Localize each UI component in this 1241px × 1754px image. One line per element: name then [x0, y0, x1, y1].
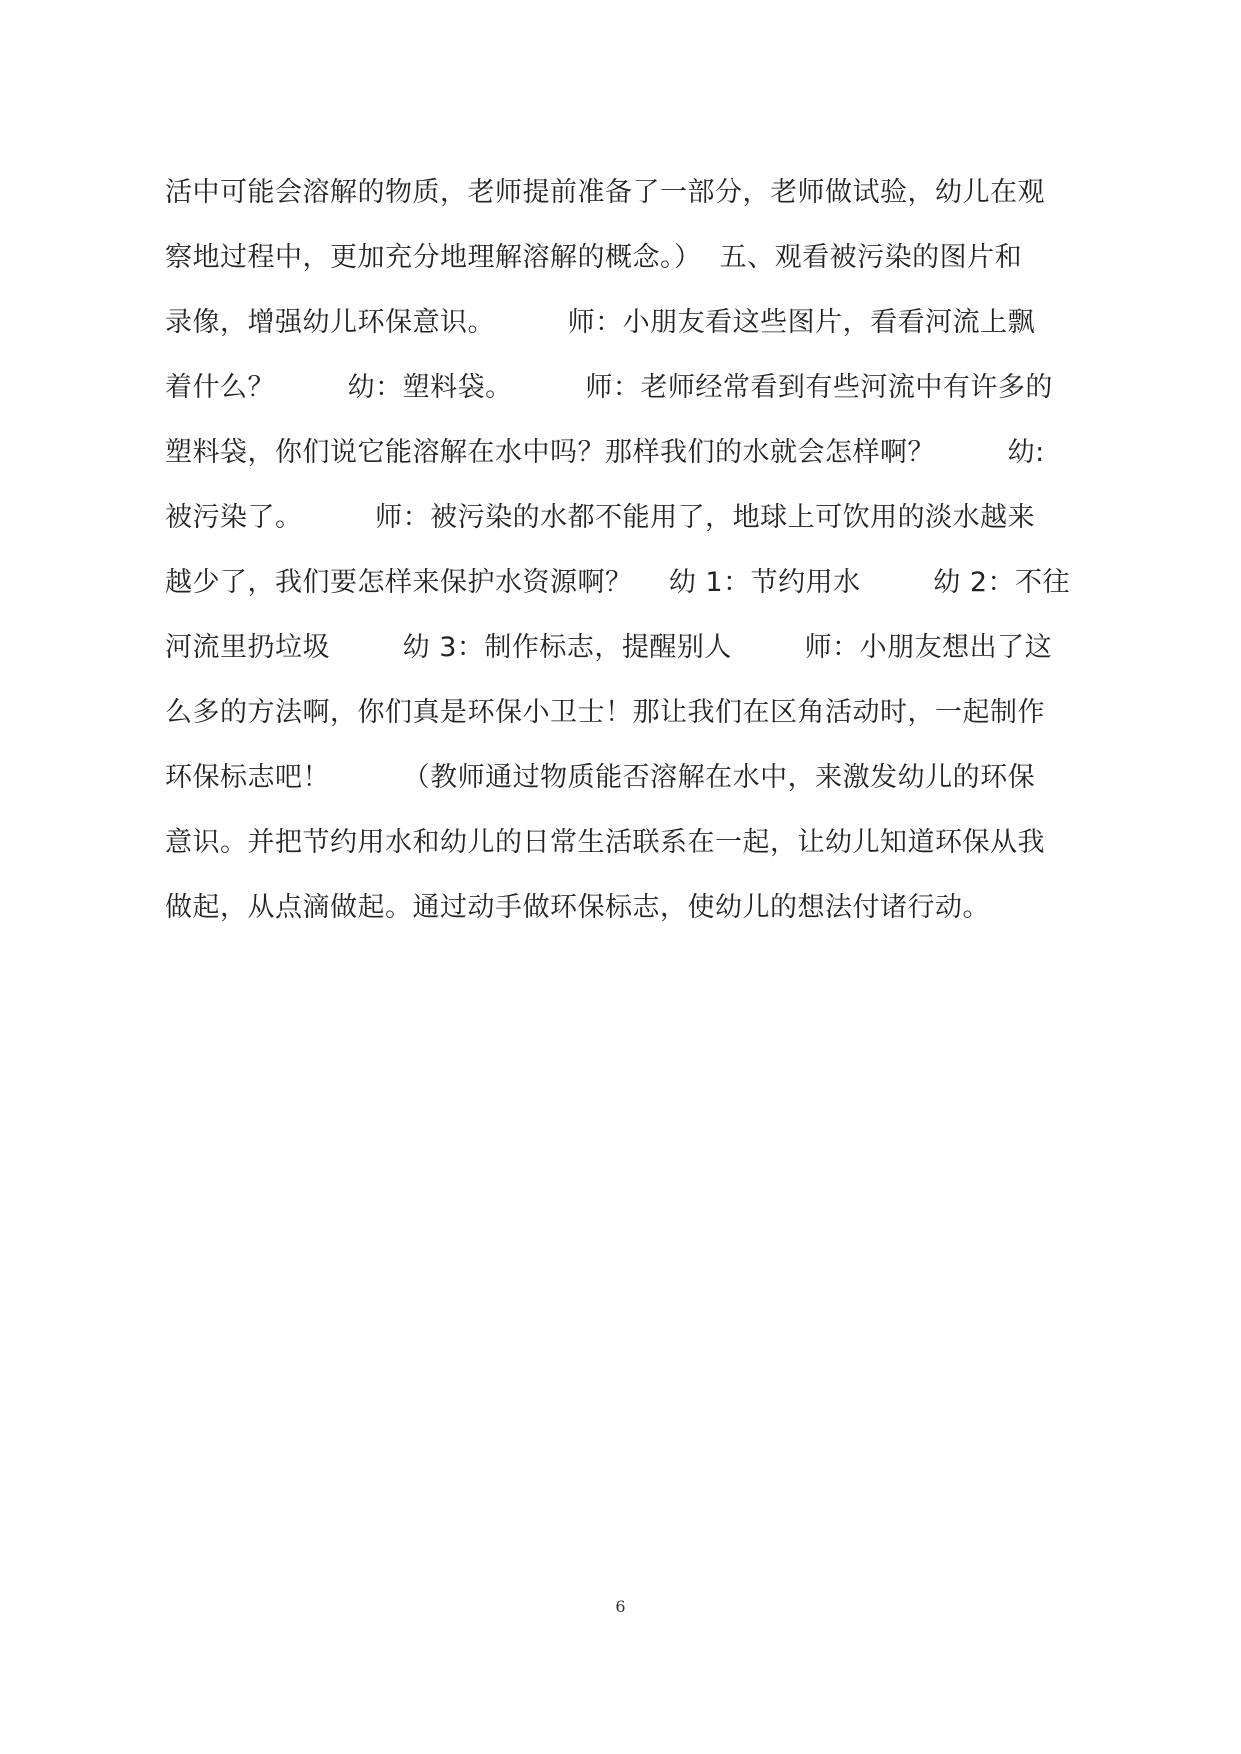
text-line: 活中可能会溶解的物质，老师提前准备了一部分，老师做试验，幼儿在观	[165, 177, 1045, 208]
text-line: 么多的方法啊，你们真是环保小卫士！那让我们在区角活动时，一起制作	[165, 697, 1045, 728]
text-line: 被污染了。 师：被污染的水都不能用了，地球上可饮用的淡水越来	[165, 502, 1036, 533]
text-line: 越少了，我们要怎样来保护水资源啊？ 幼 1：节约用水 幼 2：不往	[165, 567, 1071, 598]
text-line: 察地过程中，更加充分地理解溶解的概念。） 五、观看被污染的图片和	[165, 242, 1023, 273]
text-line: 着什么？ 幼：塑料袋。 师：老师经常看到有些河流中有许多的	[165, 372, 1053, 403]
text-line: 河流里扔垃圾 幼 3：制作标志，提醒别人 师：小朋友想出了这	[165, 632, 1053, 663]
text-line: 塑料袋，你们说它能溶解在水中吗？那样我们的水就会怎样啊？ 幼:	[165, 437, 1045, 468]
body-text	[165, 160, 1095, 940]
text-line: 意识。并把节约用水和幼儿的日常生活联系在一起，让幼儿知道环保从我	[165, 827, 1045, 858]
text-line: 做起，从点滴做起。通过动手做环保标志，使幼儿的想法付诸行动。	[165, 892, 990, 923]
page-number: 6	[615, 1597, 626, 1616]
text-line: 录像，增强幼儿环保意识。 师：小朋友看这些图片，看看河流上飘	[165, 307, 1036, 338]
text-line: 环保标志吧！ （教师通过物质能否溶解在水中，来激发幼儿的环保	[165, 762, 1036, 793]
